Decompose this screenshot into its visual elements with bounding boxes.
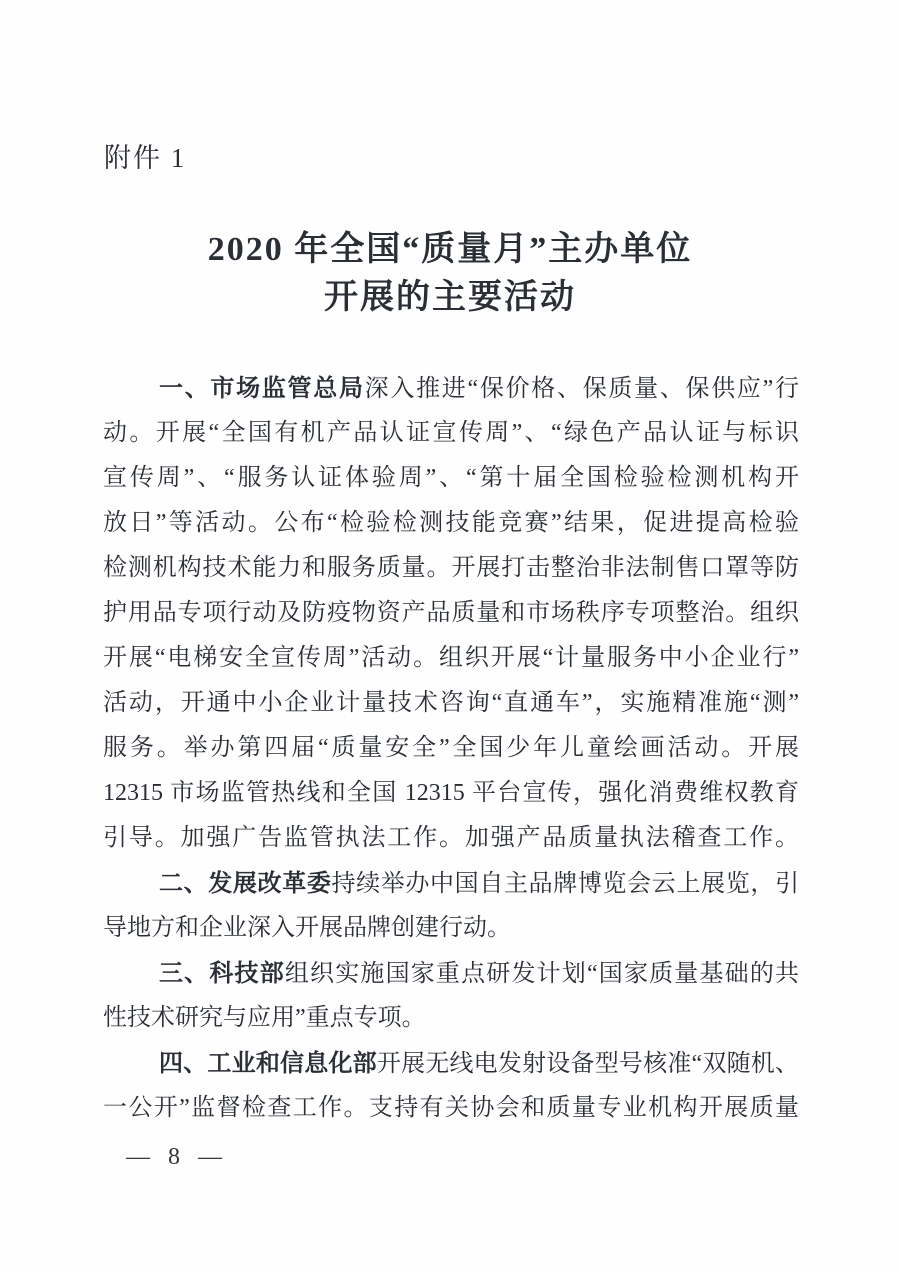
text-line: 导地方和企业深入开展品牌创建行动。 xyxy=(103,915,511,941)
section-heading: 三、科技部 xyxy=(159,960,285,987)
text-line: 一公开”监督检查工作。支持有关协会和质量专业机构开展质量 xyxy=(103,1095,799,1121)
section-heading: 二、发展改革委 xyxy=(159,870,332,897)
text-line: 开展“电梯安全宣传周”活动。组织开展“计量服务中小企业行” xyxy=(103,645,799,671)
text-line: 宣传周”、“服务认证体验周”、“第十届全国检验检测机构开 xyxy=(103,465,799,491)
text-line: 一、市场监管总局深入推进“保价格、保质量、保供应”行 xyxy=(159,375,800,402)
document-title xyxy=(0,226,900,322)
text-line: 放日”等活动。公布“检验检测技能竞赛”结果，促进提高检验 xyxy=(103,510,799,536)
text-line: 护用品专项行动及防疫物资产品质量和市场秩序专项整治。组织 xyxy=(103,600,799,626)
text-line: 四、工业和信息化部开展无线电发射设备型号核准“双随机、 xyxy=(159,1050,800,1077)
text-line: 引导。加强广告监管执法工作。加强产品质量执法稽查工作。 xyxy=(103,825,799,851)
page-number-text: — 8 — xyxy=(126,1144,228,1170)
document-title-line2: 开展的主要活动 xyxy=(324,279,576,316)
text-line: 活动，开通中小企业计量技术咨询“直通车”，实施精准施“测” xyxy=(103,690,799,716)
text-line: 12315 市场监管热线和全国 12315 平台宣传，强化消费维权教育 xyxy=(103,780,799,806)
page-number xyxy=(126,1144,228,1171)
text-line: 二、发展改革委持续举办中国自主品牌博览会云上展览，引 xyxy=(159,870,800,897)
document-title-line1: 2020 年全国“质量月”主办单位 xyxy=(207,231,693,268)
text-line: 三、科技部组织实施国家重点研发计划“国家质量基础的共 xyxy=(159,960,800,987)
document-body xyxy=(103,366,799,1131)
section-heading: 一、市场监管总局 xyxy=(159,375,365,402)
text-line: 服务。举办第四届“质量安全”全国少年儿童绘画活动。开展 xyxy=(103,735,799,761)
text-line: 检测机构技术能力和服务质量。开展打击整治非法制售口罩等防 xyxy=(103,555,799,581)
section-heading: 四、工业和信息化部 xyxy=(159,1050,377,1077)
attachment-label: 附件 1 xyxy=(104,143,187,173)
text-line: 动。开展“全国有机产品认证宣传周”、“绿色产品认证与标识 xyxy=(103,420,799,446)
text-line: 性技术研究与应用”重点专项。 xyxy=(103,1005,426,1031)
